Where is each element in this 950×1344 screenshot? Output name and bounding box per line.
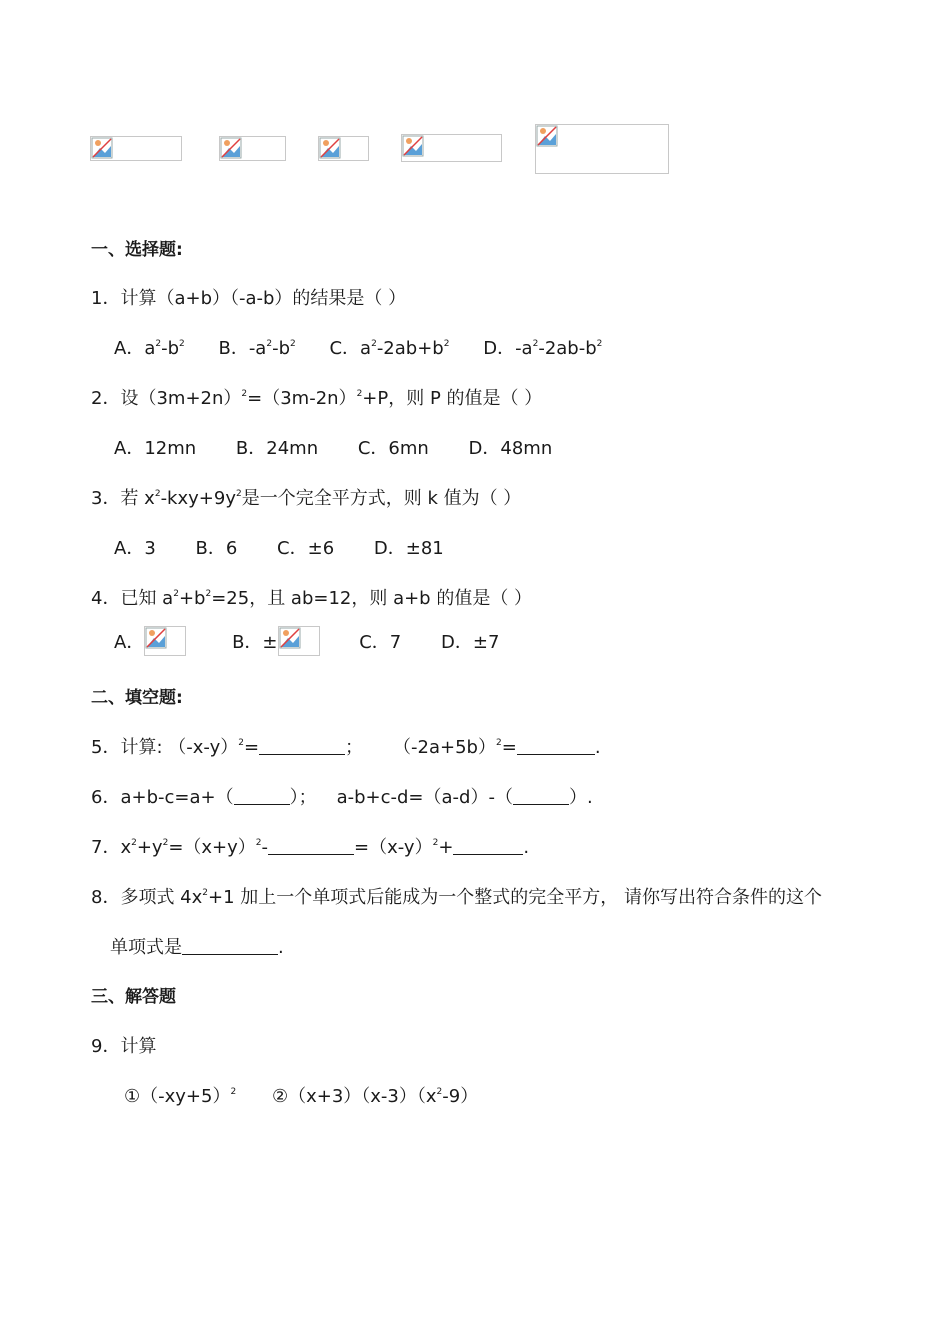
question-2-stem: 2．设$(3m+2n)^2=(3m-2n)^2+P$，则 P 的值是（ ） xyxy=(91,388,543,409)
question-1-stem: 1．计算（a+b）（-a-b）的结果是（ ） xyxy=(91,288,407,309)
question-9-stem: 9．计算 xyxy=(91,1036,157,1057)
broken-image-icon xyxy=(402,135,424,157)
option-b: B．24mn xyxy=(235,438,319,459)
option-c: C．6mn xyxy=(357,438,429,459)
answer-blank[interactable] xyxy=(234,786,290,805)
question-3-stem: 3．若 $x^2-kxy+9y^2$是一个完全平方式，则 k 值为（ ） xyxy=(91,488,522,509)
question-4-stem: 4．已知 $a^2+b^2=25$，且 ab=12，则 a+b 的值是（ ） xyxy=(91,588,533,609)
option-b: B．$-a^2-b^2$ xyxy=(218,338,296,359)
answer-blank[interactable] xyxy=(259,736,345,755)
question-3-options xyxy=(114,537,444,561)
question-2-options xyxy=(114,437,552,461)
image-placeholder-3 xyxy=(318,136,369,161)
question-4-options xyxy=(114,626,499,656)
answer-blank[interactable] xyxy=(182,936,278,955)
broken-image-icon xyxy=(145,627,167,649)
part-1: $①(-xy+5)^2$ xyxy=(124,1086,237,1107)
broken-image-icon xyxy=(279,627,301,649)
option-c: C．$a^2-2ab+b^2$ xyxy=(329,338,450,359)
answer-blank[interactable] xyxy=(517,736,595,755)
answer-blank[interactable] xyxy=(268,836,354,855)
option-a: A．$a^2-b^2$ xyxy=(114,338,185,359)
image-placeholder-5 xyxy=(535,124,669,174)
option-d: D．±7 xyxy=(441,632,500,653)
broken-image-icon xyxy=(319,137,341,159)
image-placeholder-4 xyxy=(401,134,502,162)
option-a: A．3 xyxy=(114,538,156,559)
question-8-line-1: 8．多项式 $4x^2+1$ 加上一个单项式后能成为一个整式的完全平方， 请你写出符合条件的这个 xyxy=(91,887,822,908)
option-c: C．7 xyxy=(359,632,402,653)
section-title-choice: 一、选择题: xyxy=(91,240,183,260)
broken-image-icon xyxy=(536,125,558,147)
answer-blank[interactable] xyxy=(513,786,569,805)
option-d: D．$-a^2-2ab-b^2$ xyxy=(483,338,603,359)
section-title-solve: 三、解答题 xyxy=(91,987,176,1007)
option-d: D．48mn xyxy=(468,438,553,459)
option-d: D．±81 xyxy=(373,538,444,559)
part-2: $②(x+3)(x-3)(x^2-9)$ xyxy=(271,1086,479,1107)
question-6: 6．a+b-c=a+（ ）； a-b+c-d=（a-d）-（ ）. xyxy=(91,787,593,808)
image-placeholder-sqrt xyxy=(278,626,320,656)
question-7: 7．$x^2+y^2=(x+y)^2- =(x-y)^2+$ . xyxy=(91,837,530,858)
image-placeholder-2 xyxy=(219,136,286,161)
option-a: A．12mn xyxy=(114,438,197,459)
question-9-parts xyxy=(124,1085,478,1109)
question-1-options xyxy=(114,337,602,361)
broken-image-icon xyxy=(91,137,113,159)
section-title-fill: 二、填空题: xyxy=(91,688,183,708)
answer-blank[interactable] xyxy=(453,836,523,855)
question-8-line-2: 单项式是 . xyxy=(110,937,284,958)
option-a: A． xyxy=(114,632,186,653)
option-b: B．6 xyxy=(195,538,238,559)
option-b: B．± xyxy=(232,632,319,653)
image-placeholder-sqrt xyxy=(144,626,186,656)
option-c: C．±6 xyxy=(277,538,335,559)
broken-image-icon xyxy=(220,137,242,159)
image-placeholder-1 xyxy=(90,136,182,161)
question-5: 5．计算: $(-x-y)^2=$ ； $(-2a+5b)^2=$ . xyxy=(91,737,601,758)
